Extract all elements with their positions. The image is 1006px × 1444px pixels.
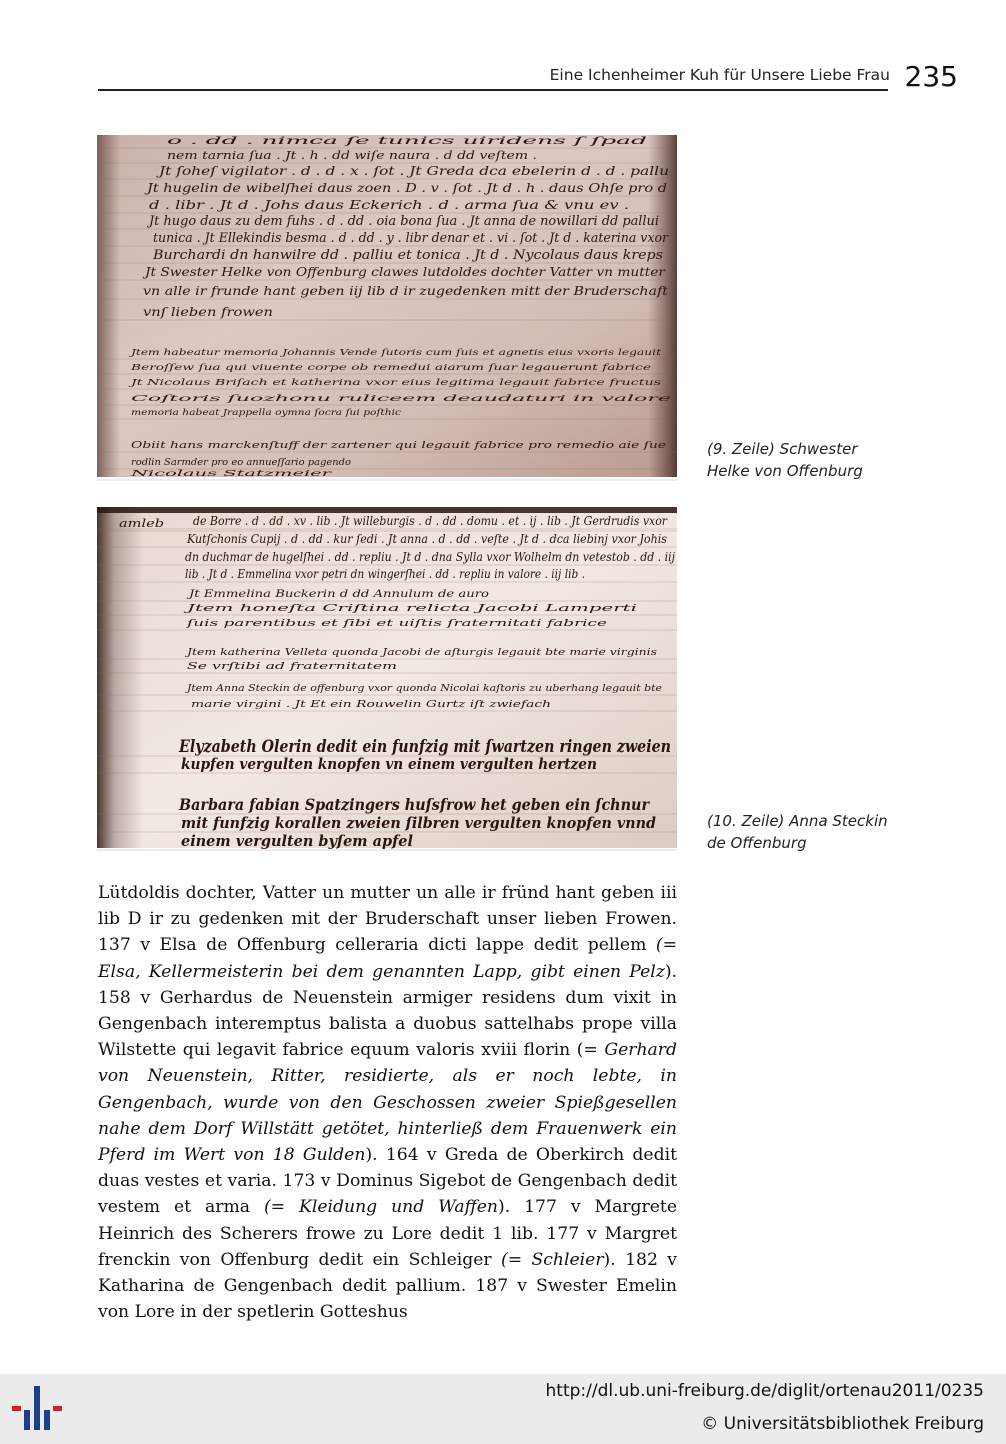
manuscript-photo-1: [97, 135, 677, 477]
text-run: ). 182 v Katharina de Gengenbach dedit pallium. 187 v Swester Emelin von Lore in der spetlerin Gotteshus: [98, 1249, 677, 1323]
manuscript-line: dn duchmar de hugelſhei . dd . repliu . Jt d . dna Sylla vxor Wolhelm dn vetestob . dd . iij: [185, 550, 676, 564]
text-run: ). 164 v Greda de Oberkirch dedit duas vestes et varia. 173 v Dominus Sigebot de Gengenbach dedit vestem et arma: [98, 1145, 678, 1218]
manuscript-line: Jt ſoheſ vigilator . d . d . x . ſot . Jt Greda dca ebelerin d . d . pallu: [155, 164, 670, 178]
page-number: 235: [904, 60, 958, 93]
manuscript-line: Elyzabeth Olerin dedit ein funfzig mit ſwartzen ringen zweien: [178, 737, 671, 757]
manuscript-line: ſuis parentibus et ſibi et uiſtis ſraternitati fabrice: [185, 619, 608, 629]
manuscript-line: lib . Jt d . Emmelina vxor petri dn wingerſhei . dd . repliu in valore . iij lib .: [185, 567, 585, 581]
body-paragraph: [98, 880, 677, 1325]
caption-1-line-2: Helke von Offenburg: [707, 462, 863, 480]
text-run-italic: (= Elsa, Kellermeisterin bei dem genannten Lapp, gibt einen Pelz: [98, 935, 677, 982]
copyright-notice: © Universitätsbibliothek Freiburg: [701, 1414, 984, 1434]
caption-2: [707, 810, 907, 854]
text-run-italic: (= Kleidung und Waffen: [263, 1197, 498, 1218]
manuscript-line: Jt Emmelina Buckerin d dd Annulum de auro: [186, 589, 489, 600]
caption-2-line-1: (10. Zeile) Anna Steckin: [707, 812, 888, 830]
footer-bar: [0, 1374, 1006, 1444]
manuscript-line: Se vrſtibi ad fraternitatem: [187, 662, 397, 672]
manuscript-line: Beroſſew ſua qui viuente corpe ob remedui aiarum ſuar legauerunt fabrice: [129, 363, 652, 372]
caption-1: [707, 438, 907, 482]
manuscript-line: rodlin Sarmder pro eo annueſſario pagendo: [131, 458, 352, 468]
manuscript-line: Kutſchonis Cupij . d . dd . kur ſedi . Jt anna . d . dd . veſte . Jt d . dca liebinj vxor Johis: [186, 532, 667, 546]
manuscript-line: vnſ lieben frowen: [143, 305, 273, 319]
manuscript-line: memoria habeat Jrappella oymna ſocra ſui poſthic: [131, 408, 402, 417]
caption-2-line-2: de Offenburg: [707, 834, 807, 852]
manuscript-line: Burchardi dn hanwilre dd . palliu et tonica . Jt d . Nycolaus daus kreps: [151, 248, 664, 263]
running-header: [98, 58, 958, 98]
manuscript-line: mit funfzig korallen zweien ſilbren vergulten knopfen vnnd: [181, 814, 657, 832]
manuscript-line: Jt Swester Helke von Offenburg clawes lutdoldes dochter Vatter vn mutter: [141, 265, 667, 279]
manuscript-line: Jt Nicolaus Briſach et katherina vxor eius legitima legauit fabrice fructus: [127, 378, 662, 387]
text-run: ). 158 v Gerhardus de Neuenstein armiger residens dum vixit in Gengenbach interemptus balista a duobus sattelhabs prope villa Wilstette qui legavit fabrice equum valoris xviii florin (=: [98, 961, 677, 1061]
text-run-italic: (= Schleier: [501, 1249, 604, 1270]
running-title: Eine Ichenheimer Kuh für Unsere Liebe Frau: [549, 66, 890, 84]
manuscript-line: Jtem Anna Steckin de offenburg vxor quonda Nicolai kaſtoris zu uberhang legauit bte: [184, 684, 663, 694]
manuscript-line: nem tarnia ſua . Jt . h . dd wiſe naura . d dd veſtem .: [167, 149, 537, 162]
manuscript-line: Nicolaus Statzmeier: [128, 469, 334, 478]
body-text: [98, 880, 677, 1325]
manuscript-line: marie virgini . Jt Et ein Rouwelin Gurtz iſt zwiefach: [191, 700, 551, 710]
manuscript-line: d . libr . Jt d . Johs daus Eckerich . d . arma ſua & vnu ev .: [149, 198, 629, 212]
manuscript-line: Jt hugelin de wibelſhei daus zoen . D . v . ſot . Jt d . h . daus Ohſe pro d: [143, 181, 668, 195]
manuscript-line: Barbara fabian Spatzingers huſsfrow het geben ein ſchnur: [178, 795, 651, 814]
manuscript-line: tunica . Jt Ellekindis besma . d . dd . y . libr denar et . vi . ſot . Jt d . katerina vxor: [153, 231, 669, 246]
source-url-link[interactable]: http://dl.ub.uni-freiburg.de/diglit/ortenau2011/0235: [545, 1381, 984, 1401]
caption-1-line-1: (9. Zeile) Schwester: [707, 440, 858, 458]
manuscript-line: Coſtoris ſuozhonu ruliceem deaudaturi in valore: [131, 394, 672, 403]
header-rule: [98, 89, 888, 91]
ub-freiburg-logo-icon: [10, 1384, 64, 1434]
text-run: Lütdoldis dochter, Vatter un mutter un alle ir fründ hant geben iii lib D ir zu gedenken mit der Bruderschaft unser lieben Frowen. 137 v Elsa de Offenburg celleraria dicti lappe dedit pellem: [98, 883, 677, 956]
manuscript-line: Jtem honeſta Criſtina relicta Jacobi Lamperti: [182, 604, 638, 614]
manuscript-line: de Borre . d . dd . xv . lib . Jt willeburgis . d . dd . domu . et . ij . lib . Jt Gerdrudis vxor: [193, 514, 669, 528]
manuscript-line: Obiit hans marckenſtuff der zartener qui legauit fabrice pro remedio aie ſue: [131, 441, 666, 451]
manuscript-line: o . dd . nimca ſe tunics uiridens ſ ſpad: [167, 136, 647, 147]
manuscript-line: Jt hugo daus zu dem fuhs . d . dd . oia bona ſua . Jt anna de nowillari dd pallui: [146, 214, 659, 229]
manuscript-line: kupfen vergulten knopfen vn einem vergulten hertzen: [181, 755, 597, 773]
manuscript-line: Jtem katherina Velleta quonda Jacobi de aſturgis legauit bte marie virginis: [184, 648, 658, 658]
text-run-italic: Gerhard von Neuenstein, Ritter, residierte, als er noch lebte, in Gengenbach, wurde von den Geschossen zweier Spießgesellen nahe dem Dorf Willstätt getötet, hinterließ dem Frauenwerk ein Pferd im Wert von 18 Gulden: [98, 1040, 677, 1166]
manuscript-photo-2-svg: [97, 507, 677, 848]
top-edge: [97, 507, 677, 513]
manuscript-line: einem vergulten byſem apfel: [181, 832, 414, 850]
manuscript-photo-2: [97, 507, 677, 848]
manuscript-photo-1-svg: [97, 135, 677, 477]
text-run: ). 177 v Margrete Heinrich des Scherers frowe zu Lore dedit 1 lib. 177 v Margret frenckin von Offenburg dedit ein Schleiger: [98, 1197, 678, 1270]
manuscript-line: vn alle ir frunde hant geben iij lib d ir zugedenken mitt der Bruderschaft: [143, 284, 669, 298]
manuscript-line: amleb: [119, 517, 164, 530]
manuscript-line: Jtem habeatur memoria Johannis Vende ſutoris cum ſuis et agnetis eius vxoris legauit: [127, 348, 663, 357]
